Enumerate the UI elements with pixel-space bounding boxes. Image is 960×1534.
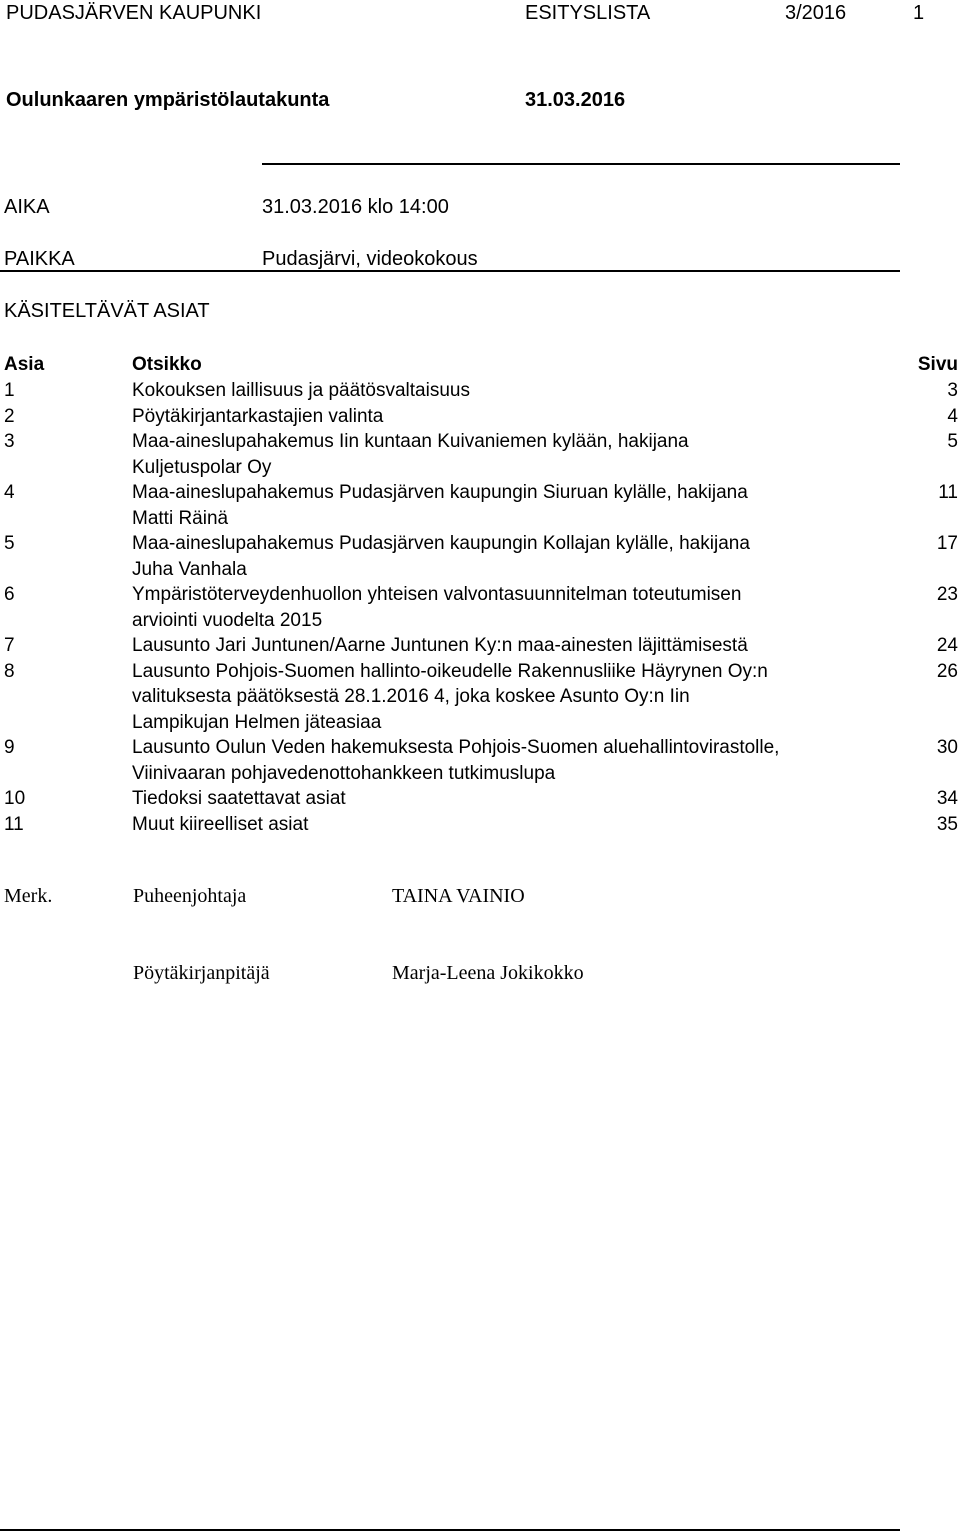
agenda-row — [4, 735, 960, 786]
agenda-item-title: Ympäristöterveydenhuollon yhteisen valvontasuunnitelman toteutumisen arviointi vuodelta 2015 — [132, 584, 742, 631]
agenda-item-number: 3 — [4, 431, 15, 452]
merk-label: Merk. — [4, 885, 53, 907]
agenda-item-title: Pöytäkirjantarkastajien valinta — [132, 405, 384, 427]
agenda-row — [4, 531, 960, 582]
column-header-item: Asia — [4, 354, 45, 375]
agenda-row — [4, 378, 960, 404]
agenda-item-title: Tiedoksi saatettavat asiat — [132, 788, 346, 809]
place-label: PAIKKA — [4, 248, 75, 270]
agenda-item-page: 11 — [938, 482, 958, 503]
agenda-item-title: Maa-aineslupahakemus Pudasjärven kaupungin Kollajan kylälle, hakijana Juha Vanhala — [132, 533, 750, 580]
agenda-row — [4, 659, 960, 736]
footer-divider — [0, 1529, 900, 1531]
agenda-item-title: Maa-aineslupahakemus Pudasjärven kaupungin Siuruan kylälle, hakijana Matti Räinä — [132, 482, 748, 529]
agenda-item-number: 5 — [4, 533, 15, 554]
page-number: 1 — [913, 2, 925, 24]
agenda-item-number: 8 — [4, 660, 15, 682]
agenda-item-page: 26 — [936, 660, 958, 682]
agenda-item-number: 10 — [4, 788, 26, 809]
agenda-row — [4, 582, 960, 633]
meeting-date: 31.03.2016 — [525, 89, 626, 111]
agenda-item-title: Maa-aineslupahakemus Iin kuntaan Kuivaniemen kylään, hakijana Kuljetuspolar Oy — [132, 431, 689, 478]
agenda-item-page: 30 — [936, 737, 958, 758]
agenda-item-page: 35 — [936, 813, 958, 835]
info-divider — [0, 270, 900, 272]
chair-name: TAINA VAINIO — [392, 885, 525, 907]
agenda-header-row — [4, 352, 960, 378]
agenda-item-page: 24 — [936, 635, 958, 656]
agenda-item-number: 1 — [4, 380, 15, 401]
agenda-item-page: 3 — [947, 380, 958, 401]
agenda-item-number: 7 — [4, 635, 15, 656]
agenda-item-number: 2 — [4, 405, 15, 427]
agenda-item-number: 9 — [4, 737, 15, 758]
secretary-name: Marja-Leena Jokikokko — [392, 962, 584, 984]
agenda-item-page: 5 — [947, 431, 958, 452]
agenda-item-page: 17 — [936, 533, 958, 554]
agenda-row — [4, 429, 960, 480]
agenda-item-page: 23 — [936, 584, 958, 605]
agenda-item-title: Kokouksen laillisuus ja päätösvaltaisuus — [132, 380, 470, 401]
agenda-item-number: 6 — [4, 584, 15, 605]
column-header-title: Otsikko — [132, 354, 202, 375]
agenda-row — [4, 786, 960, 812]
document-type: ESITYSLISTA — [525, 2, 651, 24]
agenda-item-title: Muut kiireelliset asiat — [132, 813, 309, 835]
agenda-row — [4, 812, 960, 838]
agenda-row — [4, 633, 960, 659]
agenda-row — [4, 480, 960, 531]
secretary-label: Pöytäkirjanpitäjä — [133, 962, 270, 984]
time-value: 31.03.2016 klo 14:00 — [262, 196, 449, 218]
agenda-item-title: Lausunto Jari Juntunen/Aarne Juntunen Ky:n maa-ainesten läjittämisestä — [132, 635, 748, 656]
agenda-heading: KÄSITELTÄVÄT ASIAT — [4, 300, 210, 322]
agenda-item-page: 4 — [947, 405, 958, 427]
agenda-item-title: Lausunto Oulun Veden hakemuksesta Pohjois-Suomen aluehallintovirastolle, Viinivaaran pohjavedenottohankkeen tutkimuslupa — [132, 737, 780, 784]
chair-label: Puheenjohtaja — [133, 885, 247, 907]
place-value: Pudasjärvi, videokokous — [262, 248, 478, 270]
agenda-table — [4, 352, 960, 837]
municipality-name: PUDASJÄRVEN KAUPUNKI — [6, 2, 262, 24]
agenda-item-number: 4 — [4, 482, 15, 503]
agenda-item-page: 34 — [936, 788, 958, 809]
agenda-row — [4, 404, 960, 430]
agenda-item-number: 11 — [4, 813, 24, 835]
committee-name: Oulunkaaren ympäristölautakunta — [6, 89, 330, 111]
agenda-item-title: Lausunto Pohjois-Suomen hallinto-oikeudelle Rakennusliike Häyrynen Oy:n valituksesta päätöksestä 28.1.2016 4, joka koskee Asunto Oy:n Iin Lampikujan Helmen jäteasiaa — [132, 660, 768, 733]
time-label: AIKA — [4, 196, 50, 218]
document-number: 3/2016 — [785, 2, 847, 24]
header-divider — [262, 163, 900, 165]
column-header-page: Sivu — [917, 354, 958, 375]
